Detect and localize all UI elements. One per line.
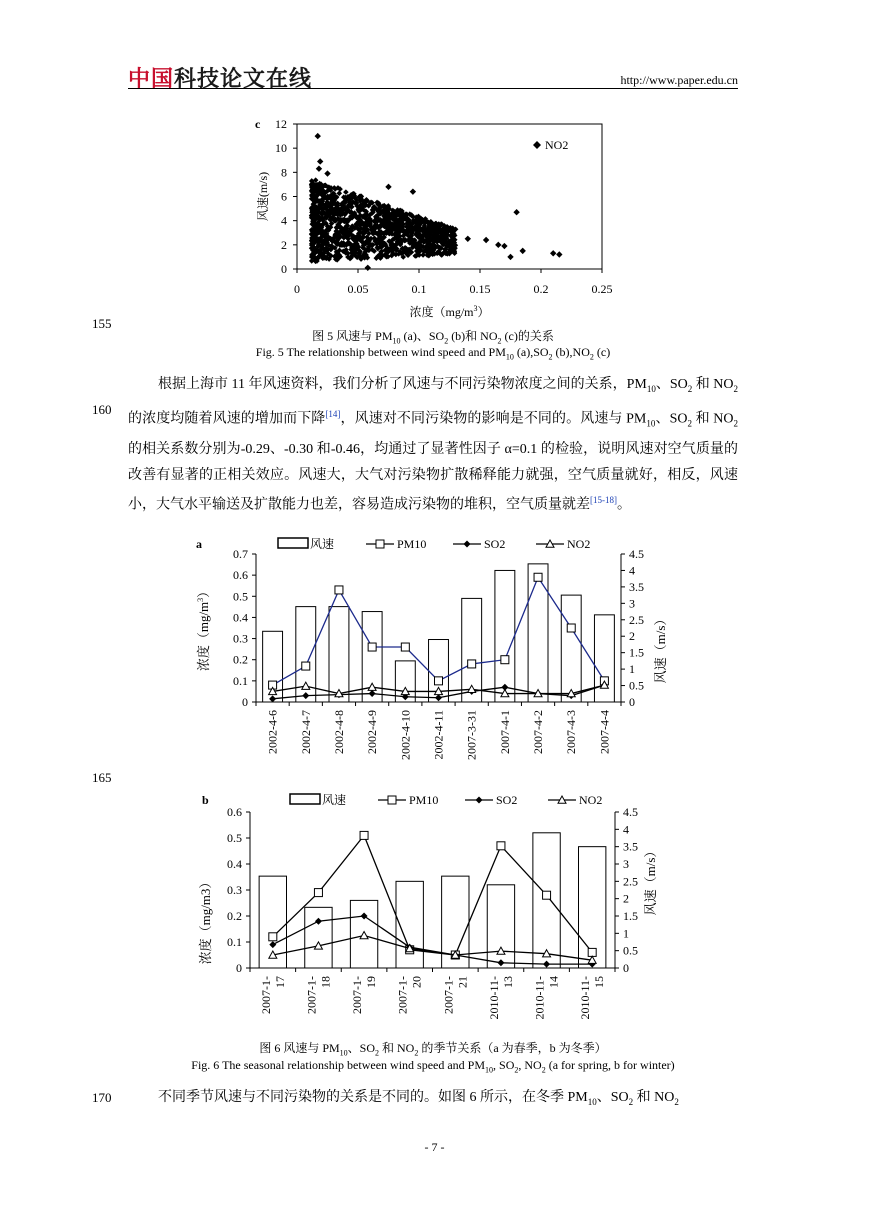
y-right-tick-label: 2	[623, 891, 629, 906]
panel-label: c	[255, 117, 261, 131]
cap-text: (a),SO	[513, 345, 549, 359]
y-right-tick-label: 2.5	[629, 612, 644, 627]
x-tick-label: 0.1	[411, 282, 427, 296]
wind-speed-bar	[533, 833, 560, 968]
para-text: ，风速对不同污染物的影响是不同的。风速与 PM	[340, 411, 647, 427]
y-right-tick-label: 0	[629, 695, 635, 709]
x-category-label: 14	[546, 976, 561, 988]
para-sub: 10	[587, 1096, 597, 1107]
fig6-caption-en	[128, 1058, 738, 1077]
x-category-label: 19	[364, 976, 379, 988]
x-category-label: 2007-4-4	[597, 710, 612, 754]
wind-speed-bar	[594, 615, 614, 702]
fig6b-chart	[190, 790, 670, 1040]
x-category-label: 20	[409, 976, 424, 988]
wind-speed-bar	[495, 570, 515, 702]
para-text: 不同季节风速与不同污染物的关系是不同的。如图 6 所示，在冬季 PM	[158, 1090, 588, 1105]
legend-marker	[476, 797, 483, 804]
x-category-label: 2007-1-	[304, 976, 319, 1014]
cap-sub: 2	[548, 352, 553, 362]
x-category-label: 17	[272, 976, 287, 988]
fig5-caption-en	[128, 345, 738, 364]
para-sub: 10	[646, 418, 656, 429]
x-category-label: 2002-4-6	[265, 710, 280, 754]
legend-label: NO2	[579, 793, 603, 807]
x-axis-label-part: 浓度（mg/m	[409, 305, 474, 319]
line-number: 160	[92, 402, 112, 417]
y-right-tick-label: 3.5	[629, 579, 644, 594]
x-axis-label-sup: 3	[473, 304, 478, 313]
legend-marker	[464, 541, 471, 548]
series-point-pm10	[497, 842, 505, 850]
series-point-pm10	[269, 933, 277, 941]
legend-label: 风速	[310, 537, 335, 551]
y-right-axis-label: 风速（m/s）	[643, 844, 658, 916]
y-tick-label: 0	[281, 262, 287, 276]
x-category-label: 15	[592, 976, 607, 988]
legend-marker	[388, 796, 396, 804]
y-right-tick-label: 2	[629, 629, 635, 644]
logo-part-dark: 科技论文在线	[174, 67, 313, 92]
y-left-axis-label-part: 浓度（mg/m3）	[198, 875, 213, 965]
cap-text: (c)	[593, 345, 611, 359]
line-number: 155	[92, 316, 112, 331]
series-point-pm10	[360, 831, 368, 839]
wind-speed-bar	[487, 885, 514, 968]
legend-bar-swatch	[278, 538, 308, 548]
para-text: 和 NO	[691, 411, 734, 427]
cap-text: 图 5 风速与 PM	[312, 329, 393, 343]
x-tick-label: 0.2	[533, 282, 549, 296]
y-left-tick-label: 0.1	[227, 935, 242, 949]
series-point-pm10	[314, 889, 322, 897]
line-number: 165	[92, 770, 112, 785]
header-url[interactable]: http://www.paper.edu.cn	[620, 73, 738, 87]
x-category-label: 13	[500, 976, 515, 988]
x-tick-label: 0	[294, 282, 300, 296]
legend-bar-swatch	[290, 794, 320, 804]
x-category-label: 21	[455, 976, 470, 988]
series-point-pm10	[435, 677, 443, 685]
x-category-label: 2007-3-31	[464, 710, 479, 760]
y-tick-label: 12	[275, 117, 287, 131]
citation-link[interactable]: [14]	[325, 409, 341, 420]
series-point-pm10	[534, 573, 542, 581]
x-category-label: 2010-11-	[486, 976, 501, 1020]
para-text: 和 NO	[692, 377, 734, 392]
y-right-tick-label: 0	[623, 961, 629, 975]
para-sub: 2	[733, 418, 739, 429]
legend-label: SO2	[496, 793, 518, 807]
cap-sub: 10	[505, 352, 514, 362]
legend-label: PM10	[397, 537, 427, 551]
y-left-tick-label: 0.5	[227, 831, 242, 845]
x-category-label: 2007-1-	[258, 976, 273, 1014]
cap-sub: 2	[444, 336, 449, 346]
y-right-tick-label: 4.5	[623, 805, 638, 819]
series-point-pm10	[567, 624, 575, 632]
x-category-label: 2007-4-2	[531, 710, 546, 754]
legend-label: PM10	[409, 793, 439, 807]
y-left-tick-label: 0.7	[233, 547, 248, 561]
legend-label: NO2	[567, 537, 591, 551]
y-left-axis-label	[198, 876, 213, 965]
x-category-label: 2002-4-7	[298, 710, 313, 754]
para-sub: 2	[674, 1096, 679, 1107]
cap-sub: 2	[497, 336, 502, 346]
y-left-tick-label: 0	[242, 695, 248, 709]
y-left-tick-label: 0.5	[233, 589, 248, 604]
cap-text: Fig. 5 The relationship between wind speed and PM	[255, 345, 506, 359]
panel-label: a	[196, 537, 202, 551]
y-left-tick-label: 0.6	[227, 805, 242, 819]
wind-speed-bar	[305, 907, 332, 968]
series-point-pm10	[543, 891, 551, 899]
cap-text: (b)和 NO	[448, 329, 498, 343]
fig5-scatter-chart	[240, 112, 640, 327]
logo-part-red: 中国	[128, 67, 175, 92]
fig6a-chart	[190, 532, 670, 772]
y-right-tick-label: 1	[623, 926, 629, 941]
cap-sub: 2	[514, 1065, 519, 1075]
cap-sub: 2	[589, 352, 594, 362]
y-right-axis-label: 风速（m/s）	[653, 612, 668, 684]
cap-sub: 10	[339, 1048, 348, 1058]
x-category-label: 2007-4-3	[564, 710, 579, 754]
wind-speed-bar	[561, 595, 581, 702]
y-left-axis-label-part: 浓度（mg/m	[196, 601, 211, 672]
y-right-tick-label: 4	[623, 822, 629, 837]
cap-sub: 10	[485, 1065, 494, 1075]
panel-label: b	[202, 793, 209, 807]
series-point-pm10	[335, 586, 343, 594]
para-text: 根据上海市 11 年风速资料，我们分析了风速与不同污染物浓度之间的关系，PM	[158, 377, 647, 392]
legend-label: NO2	[545, 138, 569, 152]
x-axis-label	[409, 304, 489, 319]
wind-speed-bar	[329, 607, 349, 702]
para-text: 、SO	[655, 377, 688, 392]
y-tick-label: 4	[281, 213, 287, 228]
para-text: 。	[617, 497, 631, 513]
cap-text: (c)的关系	[501, 329, 554, 343]
y-left-tick-label: 0	[236, 961, 242, 975]
x-category-label: 2002-4-11	[431, 710, 446, 760]
para-sub: 2	[687, 383, 693, 394]
cap-text: Fig. 6 The seasonal relationship between wind speed and PM	[191, 1058, 486, 1072]
para-text: 、SO	[655, 411, 688, 427]
y-right-tick-label: 3	[629, 596, 635, 611]
y-left-axis-label-sup: 3	[196, 597, 205, 602]
y-left-tick-label: 0.2	[227, 909, 242, 923]
cap-text: (a)、SO	[400, 329, 445, 343]
x-tick-label: 0.25	[591, 282, 613, 296]
series-point-pm10	[302, 662, 310, 670]
y-right-tick-label: 3.5	[623, 839, 638, 854]
cap-text: , SO	[493, 1058, 515, 1072]
series-point-pm10	[501, 656, 509, 664]
y-left-axis-label	[196, 585, 211, 671]
citation-link[interactable]: [15-18]	[590, 495, 617, 506]
series-point-pm10	[401, 643, 409, 651]
y-tick-label: 2	[281, 237, 287, 252]
x-category-label: 18	[318, 976, 333, 988]
para-sub: 2	[628, 1096, 634, 1107]
y-left-tick-label: 0.4	[233, 610, 248, 625]
y-right-tick-label: 0.5	[629, 678, 644, 693]
para-sub: 2	[687, 418, 692, 429]
page-number: - 7 -	[424, 1140, 445, 1154]
y-right-tick-label: 4	[629, 563, 635, 578]
y-right-tick-label: 1	[629, 662, 635, 677]
x-category-label: 2010-11-	[532, 976, 547, 1020]
cap-sub: 10	[392, 336, 401, 346]
legend-label: 风速	[322, 793, 347, 807]
y-left-tick-label: 0.3	[227, 883, 242, 897]
x-axis-label-part: ）	[477, 305, 490, 319]
para-text: 的浓度均随着风速的增加而下降	[128, 411, 326, 427]
y-axis-label: 风速(m/s)	[256, 171, 270, 222]
para-sub: 2	[733, 383, 738, 394]
y-left-tick-label: 0.4	[227, 857, 242, 871]
x-category-label: 2002-4-9	[365, 710, 380, 754]
y-left-tick-label: 0.6	[233, 568, 248, 583]
y-tick-label: 10	[275, 141, 287, 156]
y-tick-label: 6	[281, 189, 287, 204]
cap-text: 和 NO	[379, 1041, 415, 1055]
body-paragraph-1	[128, 372, 738, 518]
x-category-label: 2010-11-	[578, 976, 593, 1020]
cap-text: (b),NO	[552, 345, 590, 359]
header-rule	[128, 88, 738, 89]
cap-sub: 2	[541, 1065, 546, 1075]
wind-speed-bar	[528, 564, 548, 702]
cap-text: , NO	[518, 1058, 542, 1072]
y-left-tick-label: 0.2	[233, 652, 248, 667]
para-text: 、SO	[596, 1090, 629, 1105]
x-tick-label: 0.05	[347, 282, 369, 296]
cap-sub: 2	[414, 1048, 419, 1058]
y-left-tick-label: 0.3	[233, 631, 248, 646]
y-left-axis-label-part: ）	[196, 584, 211, 598]
line-number: 170	[92, 1090, 112, 1105]
y-right-tick-label: 0.5	[623, 943, 638, 958]
x-category-label: 2007-1-	[395, 976, 410, 1014]
y-left-tick-label: 0.1	[233, 673, 248, 688]
cap-text: 的季节关系（a 为春季，b 为冬季）	[418, 1041, 607, 1055]
para-text: 和 NO	[633, 1090, 675, 1105]
y-right-tick-label: 2.5	[623, 874, 638, 889]
x-tick-label: 0.15	[469, 282, 491, 296]
cap-text: (a for spring, b for winter)	[545, 1058, 675, 1072]
cap-sub: 2	[375, 1048, 380, 1058]
y-tick-label: 8	[281, 165, 287, 180]
x-category-label: 2007-4-1	[497, 710, 512, 754]
x-category-label: 2002-4-10	[398, 710, 413, 760]
y-right-tick-label: 4.5	[629, 547, 644, 561]
series-point-pm10	[368, 643, 376, 651]
para-text: 的相关系数分别为-0.29、-0.30 和-0.46，均通过了显著性因子 α=0.1 的检验，说明风速对空气质量的改善有显著的正相关效应。风速大，大气对污染物扩散稀释能力就强，空气质量就好，相反，风速小，大气水平输送及扩散能力也差，容易造成污染物的堆积，空气质量就差	[128, 442, 738, 513]
y-right-tick-label: 3	[623, 857, 629, 871]
legend-label: SO2	[484, 537, 506, 551]
cap-text: 、SO	[347, 1041, 376, 1055]
cap-text: 图 6 风速与 PM	[259, 1041, 340, 1055]
legend-marker	[376, 540, 384, 548]
x-category-label: 2002-4-8	[331, 710, 346, 754]
series-point-pm10	[468, 660, 476, 668]
body-paragraph-2	[128, 1085, 738, 1115]
y-right-tick-label: 1.5	[629, 645, 644, 660]
x-category-label: 2007-1-	[441, 976, 456, 1014]
y-right-tick-label: 1.5	[623, 909, 638, 923]
para-sub: 10	[646, 383, 656, 394]
x-category-label: 2007-1-	[350, 976, 365, 1014]
